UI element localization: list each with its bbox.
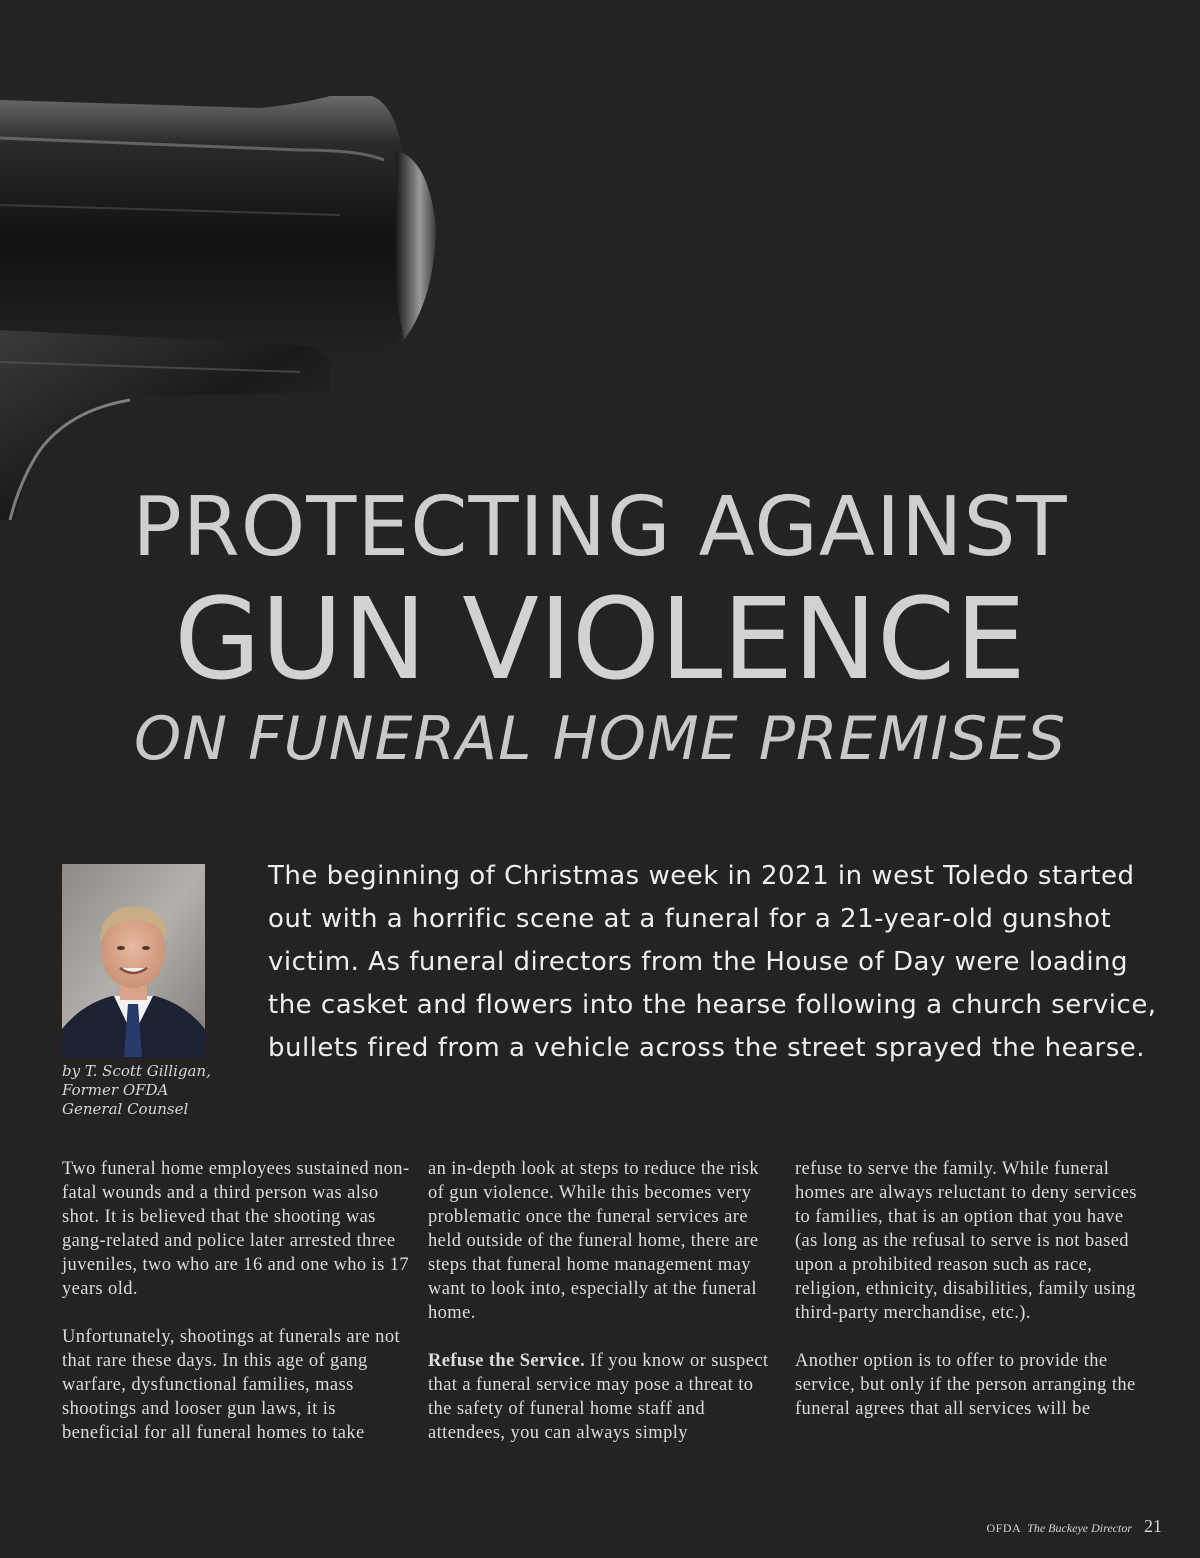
folio-publisher: OFDA bbox=[986, 1521, 1022, 1535]
folio-magazine: The Buckeye Director bbox=[1027, 1521, 1132, 1535]
section-heading: Refuse the Service. bbox=[428, 1351, 586, 1371]
byline-author: by T. Scott Gilligan, bbox=[62, 1062, 211, 1080]
byline-title: Former OFDA bbox=[62, 1081, 169, 1099]
paragraph: refuse to serve the family. While funeral homes are always reluctant to deny services to families, that is an option that you have (as long as the refusal to serve is not based upon a prohibited reason such as race, religion, ethnicity, disabilities, family using third-party merchandise, etc.). bbox=[795, 1159, 1137, 1323]
byline-role: General Counsel bbox=[62, 1100, 189, 1118]
headline-line-2: GUN VIOLENCE bbox=[174, 575, 1026, 705]
paragraph: Unfortunately, shootings at funerals are not that rare these days. In this age of gang warfare, dysfunctional families, mass shootings and looser gun laws, it is beneficial for all funeral homes to take bbox=[62, 1327, 401, 1443]
paragraph: Two funeral home employees sustained non-fatal wounds and a third person was also shot. It is believed that the shooting was gang-related and police later arrested three juveniles, two who are 16 and one who is 17 years old. bbox=[62, 1159, 410, 1299]
handgun-image bbox=[0, 0, 460, 520]
paragraph-text: If you know or suspect that a funeral service may pose a threat to the safety of funeral home staff and attendees, you can always simply bbox=[428, 1351, 769, 1443]
paragraph: an in-depth look at steps to reduce the risk of gun violence. While this becomes very problematic once the funeral services are held outside of the funeral home, there are steps that funeral home management may want to look into, especially at the funeral home. bbox=[428, 1159, 759, 1323]
body-column-3 bbox=[795, 1157, 1145, 1445]
body-column-1 bbox=[62, 1157, 412, 1469]
body-column-2 bbox=[428, 1157, 778, 1469]
author-byline bbox=[62, 1062, 242, 1119]
paragraph bbox=[428, 1349, 778, 1445]
article-headline bbox=[0, 478, 1200, 776]
paragraph: Another option is to offer to provide the service, but only if the person arranging the funeral agrees that all services will be bbox=[795, 1351, 1136, 1419]
headline-line-1: PROTECTING AGAINST bbox=[132, 480, 1068, 575]
page-folio bbox=[986, 1516, 1162, 1537]
article-lede: The beginning of Christmas week in 2021 in west Toledo started out with a horrific scene at a funeral for a 21-year-old gunshot victim. As funeral directors from the House of Day were loading the casket and flowers into the hearse following a church service, bullets fired from a vehicle across the street sprayed the hearse. bbox=[268, 861, 1157, 1063]
page-number: 21 bbox=[1144, 1516, 1162, 1536]
author-photo bbox=[62, 864, 205, 1057]
headline-subtitle: ON FUNERAL HOME PREMISES bbox=[133, 704, 1067, 774]
